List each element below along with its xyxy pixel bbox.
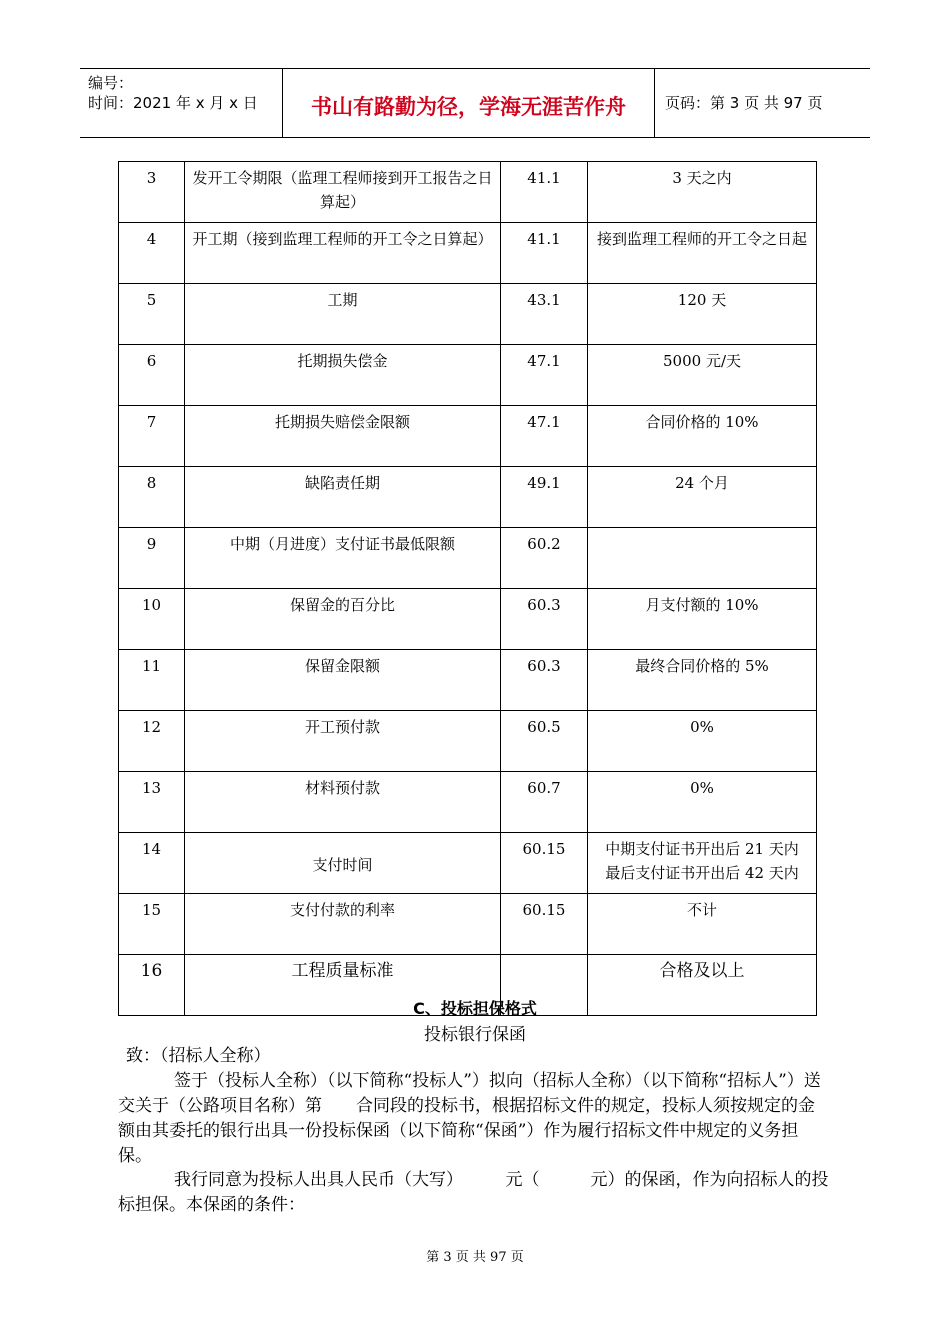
row-number: 8	[119, 467, 185, 528]
paragraph: 签于（投标人全称）（以下简称“投标人”）拟向（招标人全称）（以下简称“招标人”）送交关于（公路项目名称）第 合同段的投标书，根据招标文件的规定，投标人须按规定的金额由其委托的银行出具一份投标保函（以下简称“保函”）作为履行招标文件中规定的义务担保。	[118, 1071, 821, 1166]
row-value: 接到监理工程师的开工令之日起	[588, 223, 817, 284]
row-clause: 60.3	[501, 650, 588, 711]
table-row	[119, 284, 817, 345]
row-item: 发开工令期限（监理工程师接到开工报告之日算起）	[185, 162, 501, 223]
row-value-line: 最后支付证书开出后 42 天内	[605, 864, 799, 882]
row-clause: 41.1	[501, 223, 588, 284]
row-item: 托期损失偿金	[185, 345, 501, 406]
row-value: 0%	[588, 711, 817, 772]
row-item: 工期	[185, 284, 501, 345]
row-number: 3	[119, 162, 185, 223]
row-clause: 47.1	[501, 345, 588, 406]
header-divider	[654, 69, 655, 137]
row-item: 保留金限额	[185, 650, 501, 711]
header-page-info: 页码：第 3 页 共 97 页	[665, 94, 823, 112]
row-clause: 60.15	[501, 833, 588, 894]
row-number: 11	[119, 650, 185, 711]
row-value: 3 天之内	[588, 162, 817, 223]
row-clause: 60.5	[501, 711, 588, 772]
table-row	[119, 772, 817, 833]
row-clause: 49.1	[501, 467, 588, 528]
contract-parameters-table	[118, 161, 817, 1016]
row-value: 合同价格的 10%	[588, 406, 817, 467]
table-row	[119, 345, 817, 406]
page-footer: 第 3 页 共 97 页	[426, 1250, 524, 1265]
page-header	[80, 68, 870, 138]
row-number: 15	[119, 894, 185, 955]
table-row	[119, 467, 817, 528]
row-value: 合格及以上	[588, 955, 817, 1016]
section-title: C、投标担保格式	[413, 999, 537, 1018]
row-value: 月支付额的 10%	[588, 589, 817, 650]
row-number: 4	[119, 223, 185, 284]
header-left	[88, 73, 258, 113]
table-row	[119, 650, 817, 711]
row-item: 缺陷责任期	[185, 467, 501, 528]
row-item: 支付付款的利率	[185, 894, 501, 955]
section-subtitle: 投标银行保函	[424, 1025, 526, 1045]
row-number: 5	[119, 284, 185, 345]
row-number: 10	[119, 589, 185, 650]
row-item: 材料预付款	[185, 772, 501, 833]
table-row	[119, 833, 817, 894]
row-value: 5000 元/天	[588, 345, 817, 406]
header-motto: 书山有路勤为径，学海无涯苦作舟	[311, 95, 626, 119]
row-number: 14	[119, 833, 185, 894]
salutation: 致：（招标人全称）	[126, 1046, 271, 1066]
row-value: 24 个月	[588, 467, 817, 528]
row-value: 120 天	[588, 284, 817, 345]
row-clause: 60.15	[501, 894, 588, 955]
row-item: 开工预付款	[185, 711, 501, 772]
table-row	[119, 589, 817, 650]
row-number: 9	[119, 528, 185, 589]
table-row	[119, 406, 817, 467]
row-value: 最终合同价格的 5%	[588, 650, 817, 711]
row-item: 保留金的百分比	[185, 589, 501, 650]
row-clause: 60.7	[501, 772, 588, 833]
table-row	[119, 711, 817, 772]
row-value	[588, 528, 817, 589]
number-label: 编号：	[88, 74, 134, 92]
row-clause: 43.1	[501, 284, 588, 345]
row-item: 支付时间	[185, 833, 501, 894]
row-clause: 60.2	[501, 528, 588, 589]
row-value-line: 中期支付证书开出后 21 天内	[605, 840, 799, 858]
row-item: 托期损失赔偿金限额	[185, 406, 501, 467]
row-clause: 47.1	[501, 406, 588, 467]
table-row	[119, 528, 817, 589]
row-clause: 41.1	[501, 162, 588, 223]
row-clause: 60.3	[501, 589, 588, 650]
row-item: 中期（月进度）支付证书最低限额	[185, 528, 501, 589]
row-item: 开工期（接到监理工程师的开工令之日算起）	[185, 223, 501, 284]
table-row	[119, 223, 817, 284]
row-number: 6	[119, 345, 185, 406]
row-value: 0%	[588, 772, 817, 833]
table-row	[119, 162, 817, 223]
row-value: 不计	[588, 894, 817, 955]
row-value	[588, 833, 817, 894]
row-number: 16	[119, 955, 185, 1016]
row-number: 12	[119, 711, 185, 772]
table-row	[119, 894, 817, 955]
date-label: 时间：2021 年 x 月 x 日	[88, 94, 258, 112]
paragraph: 我行同意为投标人出具人民币（大写） 元（ 元）的保函，作为向招标人的投标担保。本保函的条件：	[118, 1170, 829, 1215]
row-number: 7	[119, 406, 185, 467]
row-item: 工程质量标准	[185, 955, 501, 1016]
row-number: 13	[119, 772, 185, 833]
